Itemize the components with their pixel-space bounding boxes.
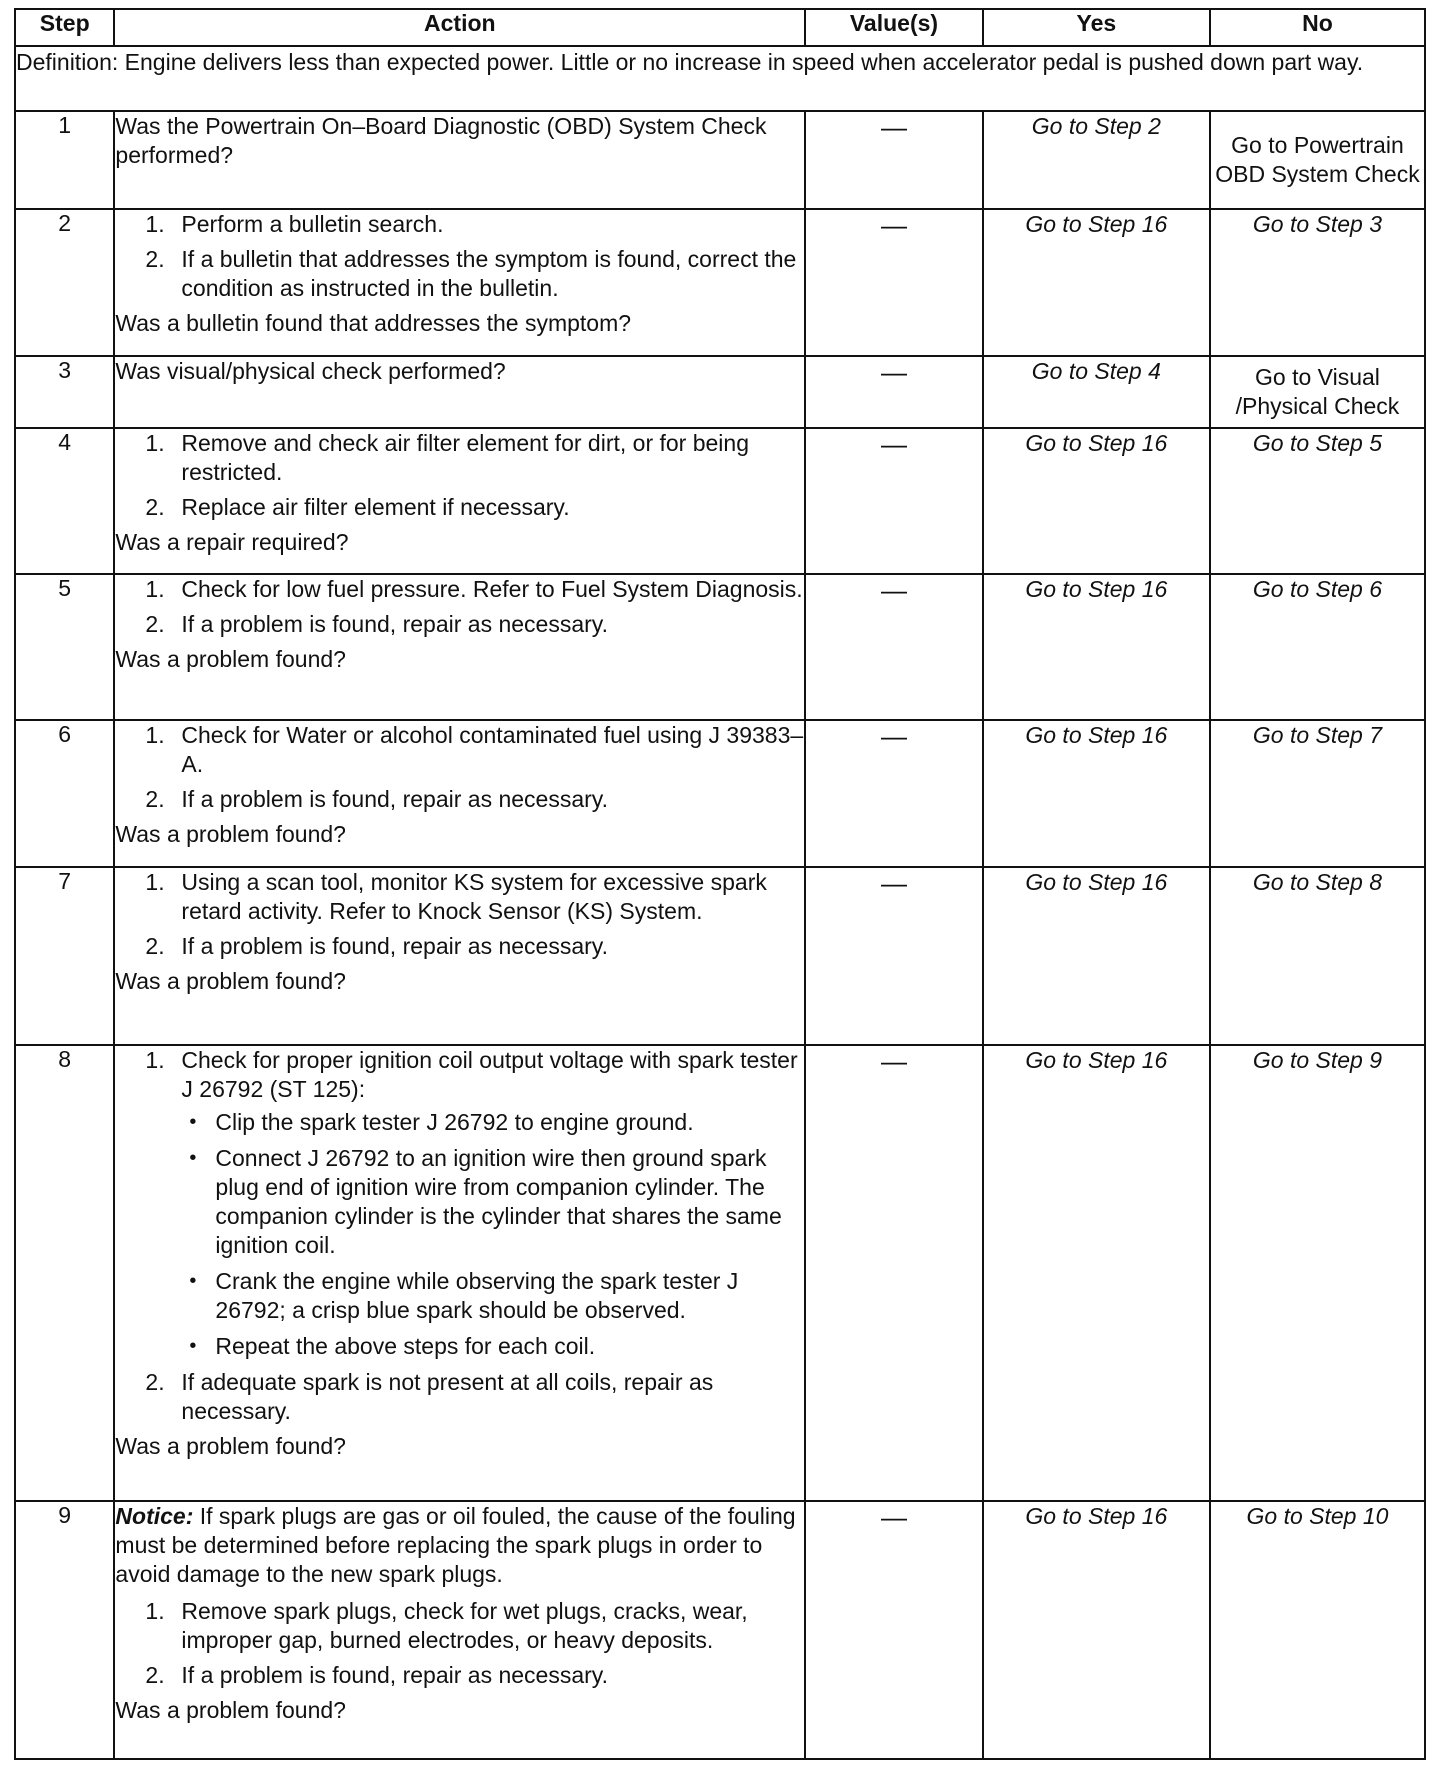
instruction-list [115, 575, 804, 639]
notice-label: Notice: [115, 1503, 194, 1530]
instruction-item: 1. Perform a bulletin search. [145, 211, 444, 238]
bullet-list [181, 1108, 804, 1361]
value-cell: — [805, 1045, 983, 1501]
instruction-item: 1. Remove spark plugs, check for wet plugs, cracks, wear, improper gap, burned electrodes, or heavy deposits. [145, 1598, 748, 1654]
bullet-item: • Clip the spark tester J 26792 to engine ground. [181, 1108, 804, 1137]
step-number: 7 [15, 867, 114, 1046]
header-action: Action [114, 9, 805, 46]
instruction-item: 2. If a problem is found, repair as necessary. [145, 611, 608, 638]
instruction-item: 1. Check for proper ignition coil output voltage with spark tester J 26792 (ST 125): • Clip the spark tester J 26792 to engine ground. • Connect J 26792 to an ignition wire then ground spark plug end of ignition wire from companion cylinder. The companion cylinder is the cylinder that shares the same ignition coil. • Crank the engine while observing the spark tester J 26792; a crisp blue spark should be observed. • Repeat the above steps for each coil. [115, 1046, 804, 1361]
value-cell: — [805, 428, 983, 574]
instruction-item: 2. If a bulletin that addresses the symptom is found, correct the condition as instructed in the bulletin. [145, 246, 797, 302]
table-row [15, 1501, 1425, 1759]
instruction-item: 1. Remove and check air filter element for dirt, or for being restricted. [145, 430, 749, 486]
instruction-list [115, 868, 804, 961]
action-cell [114, 867, 805, 1046]
yes-link[interactable]: Go to Step 16 [983, 720, 1210, 866]
header-no: No [1210, 9, 1425, 46]
bullet-item: • Crank the engine while observing the spark tester J 26792; a crisp blue spark should be observed. [181, 1267, 804, 1325]
question-text: Was a repair required? [115, 529, 349, 556]
no-link[interactable]: Go to Visual /Physical Check [1210, 356, 1425, 429]
value-cell: — [805, 111, 983, 209]
header-step: Step [15, 9, 114, 46]
table-row [15, 1045, 1425, 1501]
instruction-list [115, 721, 804, 814]
action-cell [114, 574, 805, 720]
action-cell [114, 356, 805, 429]
action-cell [114, 1045, 805, 1501]
table-row [15, 428, 1425, 574]
yes-link[interactable]: Go to Step 16 [983, 867, 1210, 1046]
no-link[interactable]: Go to Step 8 [1210, 867, 1425, 1046]
definition-row [15, 46, 1425, 111]
step-number: 1 [15, 111, 114, 209]
table-row [15, 209, 1425, 355]
instruction-list [115, 429, 804, 522]
yes-link[interactable]: Go to Step 16 [983, 574, 1210, 720]
question-text: Was a bulletin found that addresses the symptom? [115, 310, 632, 337]
value-cell: — [805, 867, 983, 1046]
table-row [15, 111, 1425, 209]
yes-link[interactable]: Go to Step 16 [983, 1501, 1210, 1759]
value-cell: — [805, 1501, 983, 1759]
instruction-item: 1. Check for Water or alcohol contaminated fuel using J 39383–A. [145, 722, 804, 778]
value-cell: — [805, 720, 983, 866]
instruction-item: 2. If a problem is found, repair as necessary. [145, 786, 608, 813]
value-cell: — [805, 209, 983, 355]
no-link[interactable]: Go to Step 5 [1210, 428, 1425, 574]
instruction-item: 2. Replace air filter element if necessary. [145, 494, 570, 521]
table-row [15, 867, 1425, 1046]
no-link[interactable]: Go to Step 6 [1210, 574, 1425, 720]
question-text: Was a problem found? [115, 1697, 346, 1724]
step-number: 6 [15, 720, 114, 866]
instruction-list [115, 210, 804, 303]
question-text: Was the Powertrain On–Board Diagnostic (OBD) System Check performed? [115, 113, 767, 169]
table-row [15, 720, 1425, 866]
yes-link[interactable]: Go to Step 2 [983, 111, 1210, 209]
step-number: 4 [15, 428, 114, 574]
value-cell: — [805, 574, 983, 720]
no-link[interactable]: Go to Step 9 [1210, 1045, 1425, 1501]
step-number: 8 [15, 1045, 114, 1501]
definition-text: Definition: Engine delivers less than expected power. Little or no increase in speed when accelerator pedal is pushed down part way. [15, 46, 1425, 111]
yes-link[interactable]: Go to Step 16 [983, 428, 1210, 574]
no-link[interactable]: Go to Step 3 [1210, 209, 1425, 355]
question-text: Was a problem found? [115, 1433, 346, 1460]
yes-link[interactable]: Go to Step 16 [983, 209, 1210, 355]
header-values: Value(s) [805, 9, 983, 46]
yes-link[interactable]: Go to Step 4 [983, 356, 1210, 429]
no-link[interactable]: Go to Step 10 [1210, 1501, 1425, 1759]
notice-text: Notice: If spark plugs are gas or oil fouled, the cause of the fouling must be determined before replacing the spark plugs in order to avoid damage to the new spark plugs. [115, 1503, 796, 1588]
step-number: 5 [15, 574, 114, 720]
action-cell [114, 209, 805, 355]
instruction-list [115, 1046, 804, 1426]
action-cell [114, 1501, 805, 1759]
instruction-item: 2. If a problem is found, repair as necessary. [145, 1662, 608, 1689]
instruction-item: 2. If a problem is found, repair as necessary. [145, 932, 608, 959]
header-row [15, 9, 1425, 46]
bullet-item: • Repeat the above steps for each coil. [181, 1332, 804, 1361]
table-row [15, 356, 1425, 429]
no-link[interactable]: Go to Step 7 [1210, 720, 1425, 866]
header-yes: Yes [983, 9, 1210, 46]
instruction-item: 1. Using a scan tool, monitor KS system for excessive spark retard activity. Refer to Knock Sensor (KS) System. [145, 868, 767, 924]
diagnostic-table [14, 8, 1426, 1760]
value-cell: — [805, 356, 983, 429]
instruction-item: 1. Check for low fuel pressure. Refer to Fuel System Diagnosis. [145, 576, 803, 603]
step-number: 9 [15, 1501, 114, 1759]
step-number: 3 [15, 356, 114, 429]
question-text: Was visual/physical check performed? [115, 357, 506, 384]
action-cell [114, 111, 805, 209]
instruction-list [115, 1597, 804, 1690]
instruction-item: 2. If adequate spark is not present at all coils, repair as necessary. [145, 1369, 714, 1425]
question-text: Was a problem found? [115, 646, 346, 673]
step-number: 2 [15, 209, 114, 355]
yes-link[interactable]: Go to Step 16 [983, 1045, 1210, 1501]
question-text: Was a problem found? [115, 821, 346, 848]
table-row [15, 574, 1425, 720]
action-cell [114, 720, 805, 866]
action-cell [114, 428, 805, 574]
bullet-item: • Connect J 26792 to an ignition wire then ground spark plug end of ignition wire from companion cylinder. The companion cylinder is the cylinder that shares the same ignition coil. [181, 1144, 804, 1260]
no-link[interactable]: Go to Powertrain OBD System Check [1210, 111, 1425, 209]
question-text: Was a problem found? [115, 967, 346, 994]
